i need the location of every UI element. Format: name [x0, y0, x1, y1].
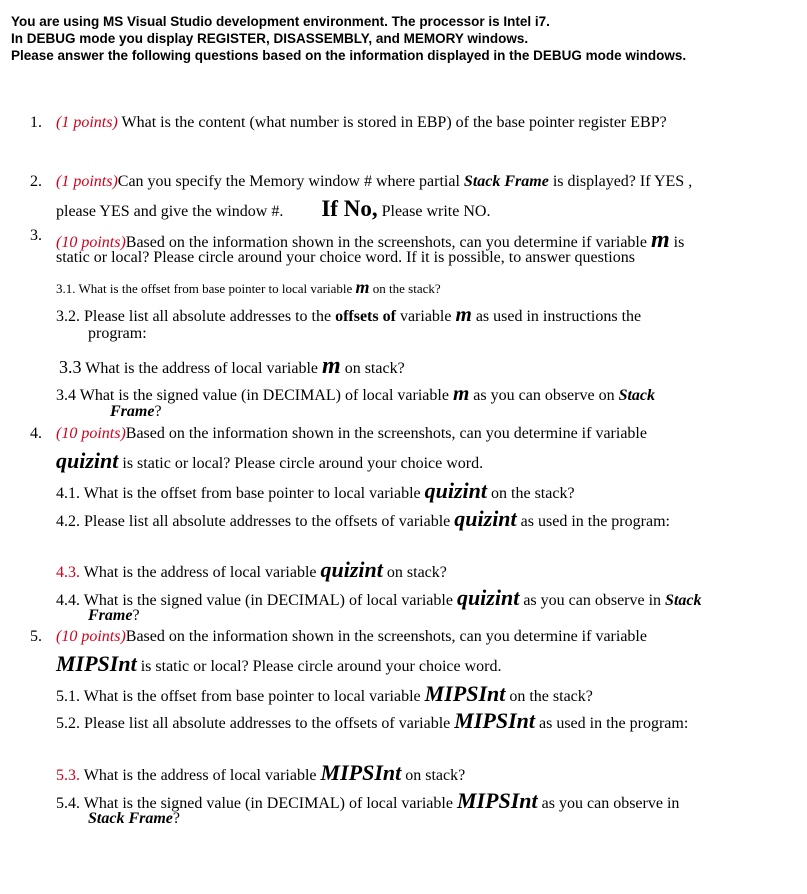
q3-s4-frame: Frame	[110, 403, 155, 420]
q4-sub-3	[56, 557, 447, 583]
q4-points: (10 points)	[56, 425, 126, 442]
q2-if-no: If No,	[321, 196, 378, 221]
q4-s3-a: What is the address of local variable	[80, 564, 321, 581]
intro-line-1: You are using MS Visual Studio development environment. The processor is Intel i7.	[11, 14, 550, 29]
q3-s3-num: 3.3	[59, 357, 82, 377]
q3-s4-stack: Stack	[618, 387, 656, 404]
q2-line-2	[56, 196, 490, 222]
q3-s4-b: as you can observe on	[469, 387, 619, 404]
q4-text-a: Based on the information shown in the screenshots, can you determine if variable	[125, 425, 647, 442]
q3-text-b: is	[669, 234, 685, 251]
q3-line-2: static or local? Please circle around your choice word. If it is possible, to answer questions	[56, 249, 635, 266]
q1-number: 1.	[30, 114, 42, 131]
q5-s1-a: 5.1. What is the offset from base pointer to local variable	[56, 688, 425, 705]
q5-sub-3	[56, 760, 465, 786]
q5-s3-num: 5.3.	[56, 767, 80, 784]
q3-s2-b: variable	[395, 308, 456, 325]
q3-sub-3	[59, 353, 405, 380]
q2-text-a: Can you specify the Memory window # where partial	[117, 173, 464, 190]
q5-sub-1	[56, 681, 593, 707]
q3-s2-a: 3.2. Please list all absolute addresses to the	[56, 308, 336, 325]
q5-text-a: Based on the information shown in the screenshots, can you determine if variable	[125, 628, 647, 645]
q4-s3-var: quizint	[320, 557, 383, 582]
q3-s2-bold: offsets of	[335, 308, 396, 325]
intro-line-3: Please answer the following questions based on the information displayed in the DEBUG mode windows.	[11, 48, 687, 63]
q3-text-a: Based on the information shown in the screenshots, can you determine if variable	[125, 234, 651, 251]
q5-s1-var: MIPSInt	[424, 681, 506, 706]
q4-s2-b: as used in the program:	[516, 513, 670, 530]
intro-block	[11, 13, 686, 64]
q5-line2-text: is static or local? Please circle around your choice word.	[136, 658, 502, 675]
q2-points: (1 points)	[56, 173, 118, 190]
q4-line-1	[56, 425, 647, 443]
q3-s4-qmark: ?	[154, 403, 162, 420]
q4-s4-b: as you can observe in	[519, 592, 666, 609]
q3-s1-b: on the stack?	[369, 281, 441, 296]
q4-s4-stack: Stack	[665, 592, 702, 609]
q1-points: (1 points)	[56, 114, 118, 131]
q5-s1-b: on the stack?	[505, 688, 593, 705]
q5-s4-b: as you can observe in	[537, 795, 680, 812]
q2-stack-frame: Stack Frame	[463, 173, 549, 190]
q3-sub-2-line-2: program:	[88, 325, 147, 342]
q4-sub-1	[56, 478, 575, 504]
q4-s4-qmark: ?	[132, 607, 140, 624]
q4-sub-4	[56, 585, 702, 611]
q1-line	[56, 114, 667, 132]
q3-sub-2	[56, 302, 641, 327]
q4-s1-a: 4.1. What is the offset from base pointer to local variable	[56, 485, 425, 502]
q3-s1-a: 3.1. What is the offset from base pointer to local variable	[56, 281, 356, 296]
q4-sub-4-line-2	[88, 607, 140, 625]
q4-s2-var: quizint	[454, 506, 517, 531]
q3-s2-var: m	[455, 302, 472, 326]
q2-text-b: is displayed? If YES ,	[548, 173, 693, 190]
q2-line-1	[56, 173, 692, 191]
q3-s4-a: 3.4 What is the signed value (in DECIMAL) of local variable	[56, 387, 453, 404]
q5-s4-a: 5.4. What is the signed value (in DECIMAL) of local variable	[56, 795, 457, 812]
q3-var-m: m	[650, 227, 670, 253]
q5-s3-a: What is the address of local variable	[80, 767, 321, 784]
q3-points: (10 points)	[56, 234, 126, 251]
q5-s3-var: MIPSInt	[320, 760, 402, 785]
q3-s1-var: m	[355, 277, 370, 297]
q4-s4-var: quizint	[456, 585, 520, 610]
q5-s2-a: 5.2. Please list all absolute addresses to the offsets of variable	[56, 715, 455, 732]
q5-line-2	[56, 651, 501, 677]
q2-line2-b: Please write NO.	[377, 203, 491, 220]
q3-sub-4-line-2	[110, 403, 162, 421]
q5-s3-b: on stack?	[401, 767, 466, 784]
q4-line2-text: is static or local? Please circle around your choice word.	[118, 455, 484, 472]
q3-s3-b: on stack?	[340, 360, 405, 377]
q4-var-quizint: quizint	[56, 448, 119, 473]
q5-points: (10 points)	[56, 628, 126, 645]
q3-s3-var: m	[322, 353, 341, 379]
q3-s2-c: as used in instructions the	[471, 308, 642, 325]
q3-number: 3.	[30, 227, 42, 244]
q2-number: 2.	[30, 173, 42, 190]
q3-s3-a: What is the address of local variable	[81, 360, 323, 377]
q4-line-2	[56, 448, 483, 474]
q5-s4-var: MIPSInt	[456, 788, 538, 813]
q4-s4-frame: Frame	[88, 607, 133, 624]
q5-var-mipsint: MIPSInt	[56, 651, 137, 676]
q4-s3-num: 4.3.	[56, 564, 80, 581]
q2-line2-a: please YES and give the window #.	[56, 203, 284, 220]
q5-line-1	[56, 628, 647, 646]
q5-sub-4-line-2	[88, 810, 180, 828]
q5-s2-b: as used in the program:	[535, 715, 689, 732]
q4-s3-b: on stack?	[382, 564, 447, 581]
q4-s1-var: quizint	[424, 478, 488, 503]
q1-text: What is the content (what number is stored in EBP) of the base pointer register EBP?	[117, 114, 667, 131]
q5-number: 5.	[30, 628, 42, 645]
q3-s4-var: m	[452, 381, 470, 405]
q5-s4-stack-frame: Stack Frame	[88, 810, 173, 827]
q5-s4-qmark: ?	[172, 810, 180, 827]
q4-s1-b: on the stack?	[487, 485, 575, 502]
intro-line-2: In DEBUG mode you display REGISTER, DISASSEMBLY, and MEMORY windows.	[11, 31, 529, 46]
q4-number: 4.	[30, 425, 42, 442]
q5-s2-var: MIPSInt	[454, 708, 535, 733]
q3-sub-1	[56, 277, 441, 298]
q4-s2-a: 4.2. Please list all absolute addresses to the offsets of variable	[56, 513, 455, 530]
q4-s4-a: 4.4. What is the signed value (in DECIMAL) of local variable	[56, 592, 457, 609]
q4-sub-2	[56, 506, 670, 532]
q5-sub-2	[56, 708, 688, 734]
